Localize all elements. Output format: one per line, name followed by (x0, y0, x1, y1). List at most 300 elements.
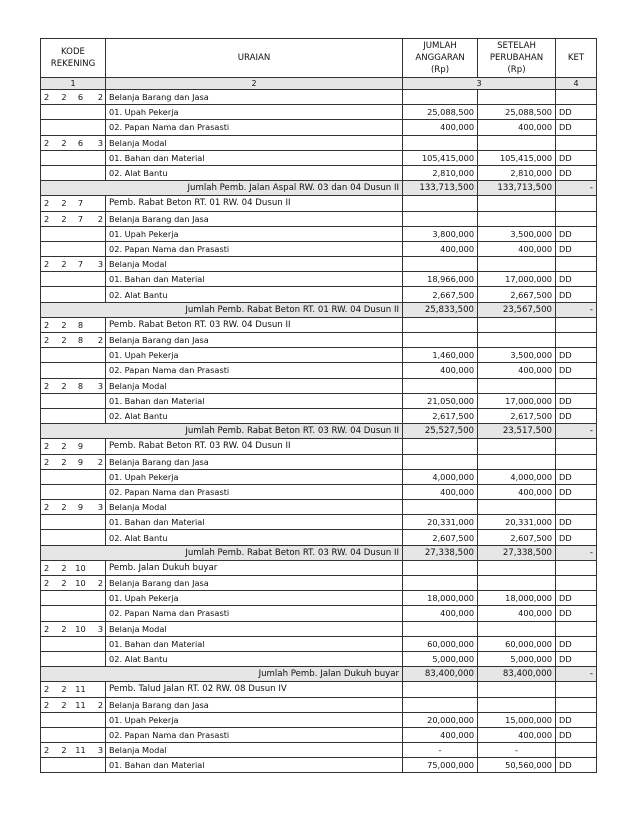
anggaran-cell: 1,460,000 (403, 348, 478, 363)
budget-sheet (40, 38, 596, 773)
perubahan-cell (478, 378, 556, 393)
code-cell (90, 515, 106, 530)
code-cell: 11 (72, 743, 90, 758)
anggaran-cell: 400,000 (403, 241, 478, 256)
perubahan-cell: 17,000,000 (478, 272, 556, 287)
table-row (41, 165, 597, 180)
uraian-cell: 02. Papan Nama dan Prasasti (106, 484, 403, 499)
perubahan-cell (478, 211, 556, 226)
code-cell: 2 (57, 743, 72, 758)
perubahan-cell (478, 682, 556, 697)
perubahan-cell (478, 90, 556, 105)
perubahan-cell: 4,000,000 (478, 469, 556, 484)
code-cell (72, 727, 90, 742)
anggaran-cell: 60,000,000 (403, 636, 478, 651)
anggaran-cell: 2,617,500 (403, 408, 478, 423)
code-cell (72, 348, 90, 363)
code-cell (90, 484, 106, 499)
code-cell (41, 469, 57, 484)
table-row (41, 591, 597, 606)
code-cell (90, 606, 106, 621)
code-cell (90, 651, 106, 666)
perubahan-cell: 400,000 (478, 606, 556, 621)
perubahan-cell: 50,560,000 (478, 758, 556, 773)
ket-cell: DD (556, 348, 597, 363)
perubahan-cell: 400,000 (478, 363, 556, 378)
ket-cell: DD (556, 758, 597, 773)
header-jumlah-line-2: ANGGARAN (415, 53, 465, 63)
anggaran-cell: 18,000,000 (403, 591, 478, 606)
ket-cell (556, 378, 597, 393)
perubahan-cell (478, 576, 556, 591)
code-cell (72, 469, 90, 484)
ket-cell (556, 697, 597, 712)
uraian-cell: Belanja Barang dan Jasa (106, 576, 403, 591)
anggaran-cell (403, 378, 478, 393)
table-row (41, 606, 597, 621)
table-row (41, 333, 597, 348)
perubahan-cell: 3,500,000 (478, 348, 556, 363)
uraian-cell: 02. Alat Bantu (106, 530, 403, 545)
table-row (41, 287, 597, 302)
code-cell: 2 (41, 697, 57, 712)
code-cell (57, 241, 72, 256)
code-cell (90, 469, 106, 484)
perubahan-cell: 133,713,500 (478, 181, 556, 196)
ket-cell: DD (556, 484, 597, 499)
subtotal-row (41, 545, 597, 560)
anggaran-cell (403, 196, 478, 211)
table-row (41, 576, 597, 591)
subtotal-label: Jumlah Pemb. Jalan Aspal RW. 03 dan 04 Dusun II (41, 181, 403, 196)
code-cell: 7 (72, 257, 90, 272)
anggaran-cell: 400,000 (403, 727, 478, 742)
ket-cell: DD (556, 226, 597, 241)
header-ket: KET (556, 39, 597, 78)
uraian-cell: 02. Papan Nama dan Prasasti (106, 363, 403, 378)
code-cell (72, 120, 90, 135)
perubahan-cell (478, 500, 556, 515)
code-cell (57, 484, 72, 499)
perubahan-cell: 23,517,500 (478, 424, 556, 439)
uraian-cell: Belanja Modal (106, 500, 403, 515)
code-cell (57, 469, 72, 484)
anggaran-cell (403, 697, 478, 712)
code-cell (90, 712, 106, 727)
code-cell (57, 287, 72, 302)
code-cell (57, 272, 72, 287)
ket-cell: DD (556, 165, 597, 180)
perubahan-cell (478, 135, 556, 150)
code-cell: 2 (41, 135, 57, 150)
code-cell: 9 (72, 500, 90, 515)
code-cell: 2 (41, 560, 57, 575)
ket-cell: DD (556, 530, 597, 545)
code-cell (90, 165, 106, 180)
ket-cell (556, 196, 597, 211)
table-row (41, 530, 597, 545)
ket-cell: - (556, 667, 597, 682)
code-cell (41, 287, 57, 302)
code-cell (41, 408, 57, 423)
code-cell (41, 636, 57, 651)
column-number-row (41, 78, 597, 90)
uraian-cell: Belanja Modal (106, 743, 403, 758)
code-cell (90, 105, 106, 120)
anggaran-cell (403, 560, 478, 575)
perubahan-cell: 400,000 (478, 484, 556, 499)
code-cell: 2 (90, 333, 106, 348)
code-cell (90, 682, 106, 697)
perubahan-cell: 15,000,000 (478, 712, 556, 727)
group-row (41, 439, 597, 454)
anggaran-cell (403, 500, 478, 515)
code-cell (72, 530, 90, 545)
ket-cell (556, 454, 597, 469)
column-number-4: 4 (556, 78, 597, 90)
table-row (41, 515, 597, 530)
code-cell: 2 (57, 257, 72, 272)
uraian-cell: 01. Bahan dan Material (106, 515, 403, 530)
uraian-cell: 01. Upah Pekerja (106, 105, 403, 120)
header-jumlah-anggaran (403, 39, 478, 78)
perubahan-cell: - (478, 743, 556, 758)
ket-cell: DD (556, 591, 597, 606)
anggaran-cell: 400,000 (403, 120, 478, 135)
code-cell (72, 363, 90, 378)
perubahan-cell (478, 697, 556, 712)
code-cell (72, 150, 90, 165)
ket-cell (556, 211, 597, 226)
uraian-cell: Belanja Barang dan Jasa (106, 211, 403, 226)
table-row (41, 651, 597, 666)
anggaran-cell: 105,415,000 (403, 150, 478, 165)
ket-cell: - (556, 302, 597, 317)
code-cell (41, 226, 57, 241)
anggaran-cell: 25,833,500 (403, 302, 478, 317)
code-cell (90, 758, 106, 773)
column-number-1: 1 (41, 78, 106, 90)
code-cell: 2 (41, 317, 57, 332)
anggaran-cell: 25,527,500 (403, 424, 478, 439)
code-cell (90, 226, 106, 241)
perubahan-cell (478, 196, 556, 211)
ket-cell (556, 317, 597, 332)
header-setelah-line-1: SETELAH (497, 41, 536, 51)
header-kode-line-2: REKENING (50, 59, 96, 69)
code-cell (41, 241, 57, 256)
code-cell (57, 758, 72, 773)
code-cell (72, 591, 90, 606)
subtotal-row (41, 667, 597, 682)
code-cell: 2 (90, 697, 106, 712)
uraian-cell: Belanja Barang dan Jasa (106, 333, 403, 348)
code-cell (90, 363, 106, 378)
uraian-cell: Belanja Modal (106, 257, 403, 272)
ket-cell: DD (556, 727, 597, 742)
perubahan-cell: 2,810,000 (478, 165, 556, 180)
perubahan-cell (478, 317, 556, 332)
code-cell: 11 (72, 682, 90, 697)
header-uraian: URAIAN (106, 39, 403, 78)
anggaran-cell: 83,400,000 (403, 667, 478, 682)
code-cell: 2 (57, 576, 72, 591)
group-row (41, 196, 597, 211)
code-cell: 10 (72, 576, 90, 591)
table-row (41, 712, 597, 727)
code-cell (57, 363, 72, 378)
code-cell: 2 (57, 211, 72, 226)
code-cell (57, 393, 72, 408)
ket-cell: DD (556, 515, 597, 530)
code-cell: 8 (72, 378, 90, 393)
uraian-cell: Pemb. Rabat Beton RT. 03 RW. 04 Dusun II (106, 439, 403, 454)
perubahan-cell: 27,338,500 (478, 545, 556, 560)
table-row (41, 135, 597, 150)
code-cell (90, 393, 106, 408)
code-cell: 2 (90, 90, 106, 105)
code-cell (90, 150, 106, 165)
budget-table (40, 38, 597, 773)
code-cell: 2 (41, 682, 57, 697)
table-row (41, 621, 597, 636)
code-cell: 2 (57, 135, 72, 150)
code-cell (90, 408, 106, 423)
uraian-cell: 01. Upah Pekerja (106, 469, 403, 484)
code-cell: 3 (90, 378, 106, 393)
anggaran-cell (403, 576, 478, 591)
code-cell (57, 636, 72, 651)
code-cell (57, 591, 72, 606)
group-row (41, 560, 597, 575)
anggaran-cell: 3,800,000 (403, 226, 478, 241)
ket-cell: DD (556, 408, 597, 423)
code-cell (72, 651, 90, 666)
code-cell (90, 196, 106, 211)
perubahan-cell: 3,500,000 (478, 226, 556, 241)
code-cell: 2 (41, 576, 57, 591)
subtotal-label: Jumlah Pemb. Rabat Beton RT. 03 RW. 04 Dusun II (41, 424, 403, 439)
code-cell: 2 (90, 211, 106, 226)
code-cell (41, 651, 57, 666)
code-cell (57, 651, 72, 666)
ket-cell (556, 90, 597, 105)
code-cell (90, 241, 106, 256)
anggaran-cell: 5,000,000 (403, 651, 478, 666)
uraian-cell: Belanja Barang dan Jasa (106, 454, 403, 469)
table-row (41, 500, 597, 515)
code-cell (72, 272, 90, 287)
code-cell (72, 484, 90, 499)
anggaran-cell: 4,000,000 (403, 469, 478, 484)
code-cell (41, 120, 57, 135)
code-cell: 3 (90, 135, 106, 150)
code-cell (41, 591, 57, 606)
code-cell (72, 393, 90, 408)
ket-cell (556, 743, 597, 758)
code-cell (41, 515, 57, 530)
ket-cell (556, 333, 597, 348)
ket-cell: - (556, 424, 597, 439)
uraian-cell: 02. Alat Bantu (106, 651, 403, 666)
code-cell (90, 591, 106, 606)
uraian-cell: Belanja Modal (106, 135, 403, 150)
uraian-cell: 02. Alat Bantu (106, 165, 403, 180)
code-cell: 3 (90, 621, 106, 636)
perubahan-cell (478, 439, 556, 454)
code-cell (90, 317, 106, 332)
column-number-2: 2 (106, 78, 403, 90)
subtotal-row (41, 302, 597, 317)
code-cell (41, 393, 57, 408)
table-row (41, 150, 597, 165)
anggaran-cell (403, 621, 478, 636)
group-row (41, 682, 597, 697)
code-cell: 2 (90, 576, 106, 591)
anggaran-cell: 20,331,000 (403, 515, 478, 530)
uraian-cell: Belanja Barang dan Jasa (106, 90, 403, 105)
uraian-cell: 01. Upah Pekerja (106, 348, 403, 363)
code-cell: 2 (41, 196, 57, 211)
subtotal-label: Jumlah Pemb. Jalan Dukuh buyar (41, 667, 403, 682)
uraian-cell: 01. Bahan dan Material (106, 272, 403, 287)
anggaran-cell: 27,338,500 (403, 545, 478, 560)
code-cell: 6 (72, 135, 90, 150)
anggaran-cell: 400,000 (403, 363, 478, 378)
ket-cell (556, 560, 597, 575)
uraian-cell: 01. Upah Pekerja (106, 226, 403, 241)
table-row (41, 727, 597, 742)
table-row (41, 454, 597, 469)
code-cell (72, 606, 90, 621)
ket-cell: DD (556, 120, 597, 135)
ket-cell: DD (556, 393, 597, 408)
code-cell (41, 712, 57, 727)
perubahan-cell: 23,567,500 (478, 302, 556, 317)
ket-cell: DD (556, 636, 597, 651)
code-cell (41, 363, 57, 378)
ket-cell (556, 439, 597, 454)
ket-cell: DD (556, 150, 597, 165)
table-row (41, 105, 597, 120)
uraian-cell: 02. Papan Nama dan Prasasti (106, 120, 403, 135)
code-cell: 2 (41, 211, 57, 226)
code-cell (57, 105, 72, 120)
ket-cell: DD (556, 272, 597, 287)
anggaran-cell (403, 211, 478, 226)
ket-cell: - (556, 181, 597, 196)
anggaran-cell (403, 682, 478, 697)
code-cell: 2 (41, 743, 57, 758)
code-cell: 2 (57, 378, 72, 393)
code-cell: 2 (41, 454, 57, 469)
code-cell: 10 (72, 621, 90, 636)
code-cell (41, 727, 57, 742)
subtotal-label: Jumlah Pemb. Rabat Beton RT. 03 RW. 04 Dusun II (41, 545, 403, 560)
code-cell (41, 105, 57, 120)
perubahan-cell: 5,000,000 (478, 651, 556, 666)
code-cell (90, 439, 106, 454)
code-cell (72, 515, 90, 530)
anggaran-cell (403, 333, 478, 348)
perubahan-cell: 17,000,000 (478, 393, 556, 408)
perubahan-cell: 60,000,000 (478, 636, 556, 651)
table-row (41, 348, 597, 363)
anggaran-cell: - (403, 743, 478, 758)
uraian-cell: 01. Bahan dan Material (106, 636, 403, 651)
uraian-cell: Pemb. Jalan Dukuh buyar (106, 560, 403, 575)
code-cell (57, 226, 72, 241)
code-cell: 9 (72, 439, 90, 454)
uraian-cell: Pemb. Talud Jalan RT. 02 RW. 08 Dusun IV (106, 682, 403, 697)
uraian-cell: 02. Alat Bantu (106, 408, 403, 423)
code-cell (72, 636, 90, 651)
code-cell (41, 484, 57, 499)
uraian-cell: Belanja Modal (106, 378, 403, 393)
code-cell: 3 (90, 500, 106, 515)
uraian-cell: 02. Papan Nama dan Prasasti (106, 606, 403, 621)
code-cell: 2 (57, 333, 72, 348)
perubahan-cell: 20,331,000 (478, 515, 556, 530)
ket-cell: DD (556, 287, 597, 302)
perubahan-cell: 83,400,000 (478, 667, 556, 682)
perubahan-cell (478, 621, 556, 636)
code-cell (41, 530, 57, 545)
perubahan-cell: 18,000,000 (478, 591, 556, 606)
table-row (41, 484, 597, 499)
code-cell: 2 (90, 454, 106, 469)
anggaran-cell: 2,667,500 (403, 287, 478, 302)
ket-cell (556, 682, 597, 697)
ket-cell: DD (556, 606, 597, 621)
perubahan-cell (478, 333, 556, 348)
ket-cell (556, 500, 597, 515)
uraian-cell: 02. Papan Nama dan Prasasti (106, 727, 403, 742)
code-cell (57, 348, 72, 363)
anggaran-cell: 2,607,500 (403, 530, 478, 545)
uraian-cell: 01. Bahan dan Material (106, 758, 403, 773)
header-kode-rekening (41, 39, 106, 78)
uraian-cell: Pemb. Rabat Beton RT. 01 RW. 04 Dusun II (106, 196, 403, 211)
anggaran-cell: 21,050,000 (403, 393, 478, 408)
code-cell (72, 758, 90, 773)
uraian-cell: 01. Upah Pekerja (106, 712, 403, 727)
table-row (41, 393, 597, 408)
anggaran-cell (403, 439, 478, 454)
header-setelah-perubahan (478, 39, 556, 78)
header-row (41, 39, 597, 78)
code-cell (72, 165, 90, 180)
anggaran-cell: 400,000 (403, 484, 478, 499)
code-cell (90, 560, 106, 575)
perubahan-cell (478, 257, 556, 272)
uraian-cell: Belanja Modal (106, 621, 403, 636)
header-jumlah-line-3: (Rp) (430, 65, 450, 75)
perubahan-cell: 2,667,500 (478, 287, 556, 302)
code-cell (72, 226, 90, 241)
table-row (41, 469, 597, 484)
code-cell: 2 (57, 697, 72, 712)
table-row (41, 120, 597, 135)
code-cell (57, 150, 72, 165)
uraian-cell: 01. Upah Pekerja (106, 591, 403, 606)
subtotal-label: Jumlah Pemb. Rabat Beton RT. 01 RW. 04 Dusun II (41, 302, 403, 317)
code-cell (57, 515, 72, 530)
code-cell: 2 (41, 378, 57, 393)
ket-cell: DD (556, 651, 597, 666)
ket-cell: DD (556, 363, 597, 378)
code-cell: 3 (90, 257, 106, 272)
